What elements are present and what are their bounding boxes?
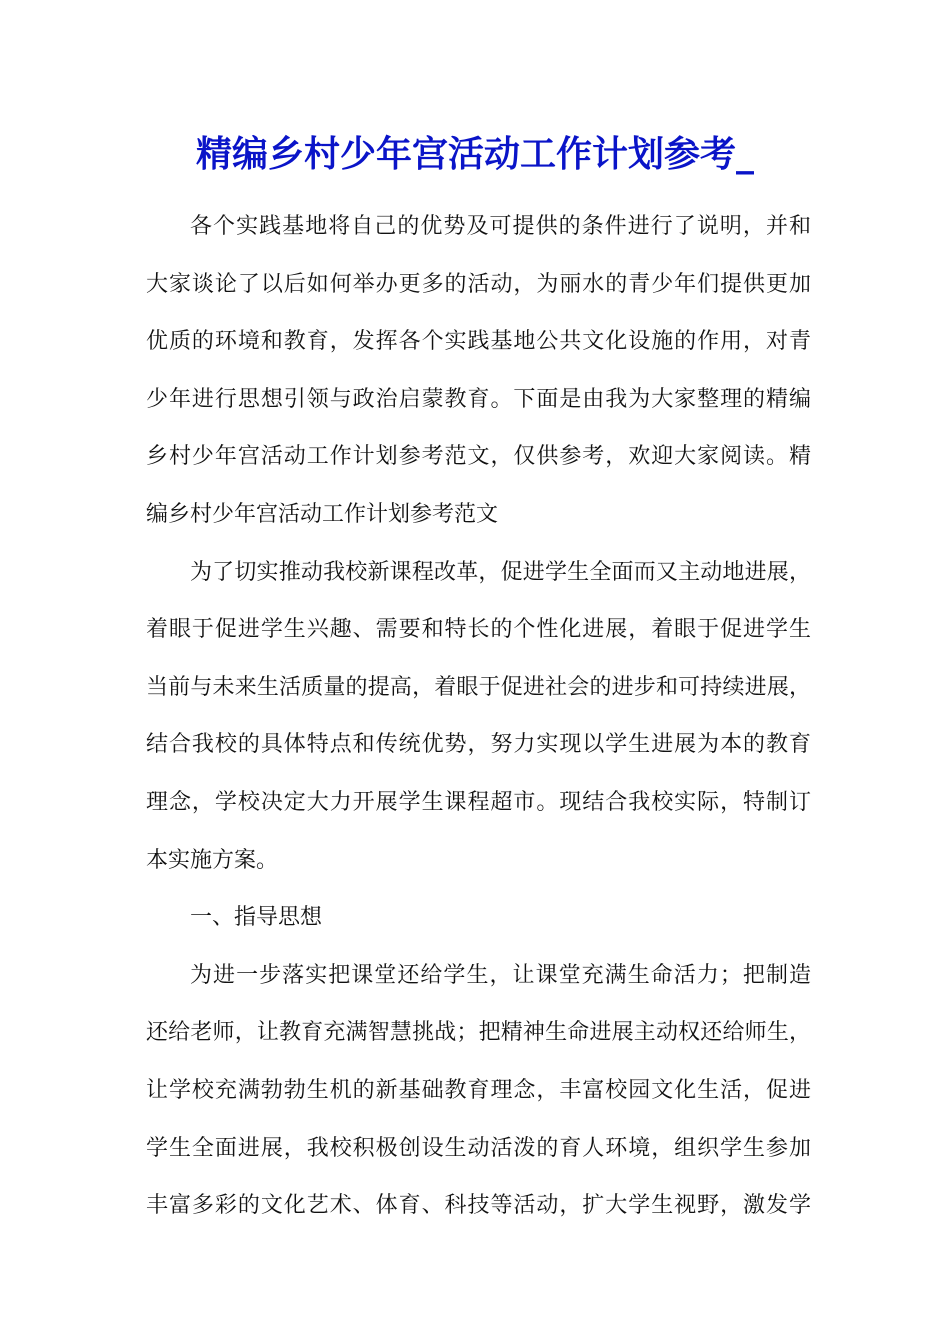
paragraph-line: 少年进行思想引领与政治启蒙教育。下面是由我为大家整理的精编: [146, 386, 811, 412]
paragraph-line: 理念，学校决定大力开展学生课程超市。现结合我校实际，特制订: [146, 789, 811, 815]
paragraph-line: 着眼于促进学生兴趣、需要和特长的个性化进展，着眼于促进学生: [146, 617, 811, 643]
paragraph-line: 为了切实推动我校新课程改革，促进学生全面而又主动地进展，: [190, 559, 811, 585]
paragraph-line: 本实施方案。: [146, 847, 279, 873]
paragraph-line: 学生全面进展，我校积极创设生动活泼的育人环境，组织学生参加: [146, 1135, 811, 1161]
paragraph-line: 让学校充满勃勃生机的新基础教育理念，丰富校园文化生活，促进: [146, 1077, 811, 1103]
document-body: [146, 198, 811, 1235]
paragraph-line: 丰富多彩的文化艺术、体育、科技等活动，扩大学生视野，激发学: [146, 1193, 811, 1219]
paragraph-line: 为进一步落实把课堂还给学生，让课堂充满生命活力；把制造: [190, 962, 811, 988]
paragraph-line: 结合我校的具体特点和传统优势，努力实现以学生进展为本的教育: [146, 732, 811, 758]
paragraph-line: 当前与未来生活质量的提高，着眼于促进社会的进步和可持续进展，: [146, 674, 811, 700]
paragraph-line: 编乡村少年宫活动工作计划参考范文: [146, 501, 499, 527]
paragraph-line: 乡村少年宫活动工作计划参考范文，仅供参考，欢迎大家阅读。精: [146, 444, 811, 470]
paragraph-line: 优质的环境和教育，发挥各个实践基地公共文化设施的作用，对青: [146, 329, 811, 355]
paragraph-line: 还给老师，让教育充满智慧挑战；把精神生命进展主动权还给师生，: [146, 1020, 811, 1046]
section-heading: 一、指导思想: [190, 905, 323, 931]
document-title: 精编乡村少年宫活动工作计划参考_: [195, 133, 754, 175]
paragraph-line: 各个实践基地将自己的优势及可提供的条件进行了说明，并和: [190, 214, 811, 239]
paragraph-line: 大家谈论了以后如何举办更多的活动，为丽水的青少年们提供更加: [146, 271, 811, 297]
